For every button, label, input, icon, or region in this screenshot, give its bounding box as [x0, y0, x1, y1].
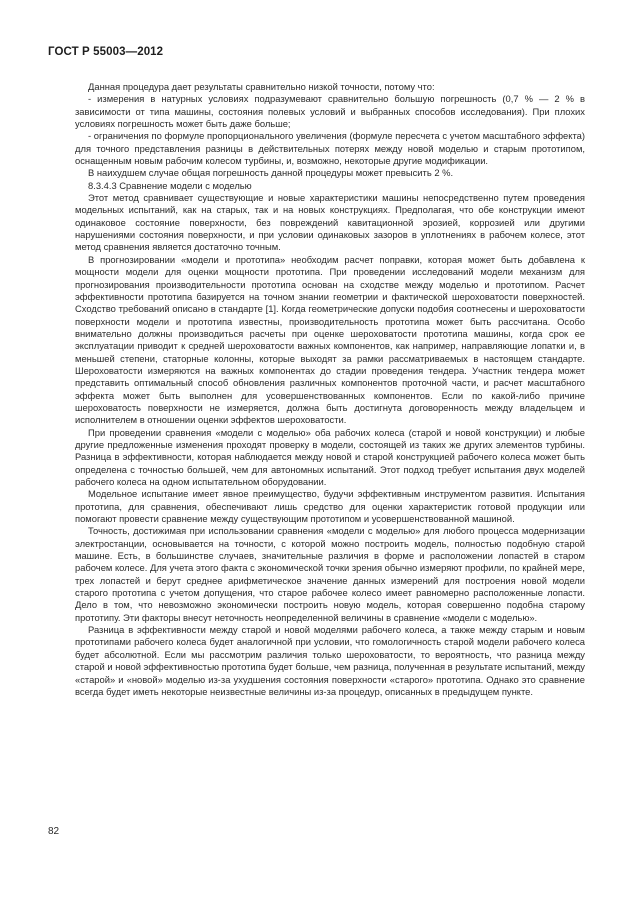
- paragraph: Точность, достижимая при использовании сравнения «модели с моделью» для любого процесса модернизации электростанции, основывается на точности, с которой можно построить модель, полностью подобную старой машине. Есть, в большинстве случаев, значительные различия в форме и расположении лопастей в старом рабочем колесе. Для учета этого факта с экономической точки зрения обычно измеряют профили, по крайней мере, трех лопастей и берут среднее арифметическое значение данных измерений для построения новой модели старого прототипа с учетом допущения, что старое рабочее колесо имеет равномерно расположенные лопасти. Дело в том, что невозможно экономически построить новую модель, которая совершенно подобна старому прототипу. Эти факторы внесут неточность неопределенной величины в сравнение «модели с моделью».: [75, 525, 585, 623]
- paragraph: Данная процедура дает результаты сравнительно низкой точности, потому что:: [88, 81, 435, 92]
- body-text: [75, 81, 585, 698]
- paragraph: - измерения в натурных условиях подразумевают сравнительно большую погрешность (0,7 % — 2 % в зависимости от типа машины, состояния полевых условий и выбранных способов исследования). При плохих условиях погрешность может быть даже больше;: [75, 93, 585, 130]
- paragraph: - ограничения по формуле пропорционального увеличения (формуле пересчета с учетом масштабного эффекта) для точного представления разницы в действительных потерях между новой моделью и старым прототипом, оснащенным новым рабочим колесом турбины, и, возможно, некоторые другие модификации.: [75, 130, 585, 167]
- paragraph: Этот метод сравнивает существующие и новые характеристики машины непосредственно путем проведения модельных испытаний, как на старых, так и на новых конструкциях. Предполагая, что обе конструкции имеют одинаковое состояние поверхности, без повреждений кавитационной эрозией, коррозией или другими нарушениями состояния поверхности, и при условии одинаковых зазоров в уплотнениях в рабочем колесе, этот метод сравнения является достаточно точным.: [75, 192, 585, 253]
- paragraph: В прогнозировании «модели и прототипа» необходим расчет поправки, которая может быть добавлена к мощности модели для оценки мощности прототипа. При проведении исследований модели механизм для прогнозирования производительности прототипа основан на сходстве между моделью и прототипом. Расчет эффективности прототипа базируется на точном знании геометрии и фактической шероховатости поверхностей. Сходство требований описано в стандарте [1]. Когда геометрические допуски подобия соотнесены и шероховатости поверхности модели и прототипа известны, производительность прототипа может быть рассчитана. Особо внимательно должны производиться расчеты при оценке шероховатости прототипа машины, когда срок ее эксплуатации приводит к средней шероховатости важных компонентов, как например, направляющие лопатки и, в меньшей степени, статорные колонны, которые выходят за рамки рассматриваемых в настоящем стандарте. Шероховатости измеряются на важных компонентах до стадии проведения тендера. Участник тендера может представить оптимальный способ обновления различных компонентов проточной части, и расчет масштабного эффекта может быть выполнен для усовершенствованных компонентов. Если по какой-либо причине шероховатость поверхности не измеряется, должна быть достигнута договоренность между владельцем и исполнителем в отношении оценки эффектов шероховатости.: [75, 253, 585, 426]
- paragraph: Разница в эффективности между старой и новой моделями рабочего колеса, а также между старым и новым прототипами рабочего колеса будет аналогичной при условии, что гомологичность старой модели рабочего колеса будет абсолютной. Если мы рассмотрим различия только шероховатости, то вероятность, что разница между старой и новой эффективностью прототипа будет больше, чем разница, полученная в результате испытаний, между «старой» и «новой» моделью из-за ухудшения состояния поверхности «старого» прототипа. Однако это сравнение всегда будет иметь некоторые неизвестные величины из-за процедур, описанных в предыдущем пункте.: [75, 624, 585, 697]
- paragraph: Модельное испытание имеет явное преимущество, будучи эффективным инструментом развития. Испытания прототипа, для сравнения, обеспечивают лишь средство для оценки характеристик готовой продукции или помогают провести сравнение между существующим прототипом и усовершенствованной машиной.: [75, 488, 585, 525]
- paragraph: В наихудшем случае общая погрешность данной процедуры может превысить 2 %.: [88, 167, 454, 179]
- section-heading: 8.3.4.3 Сравнение модели с моделью: [88, 179, 252, 191]
- document-code-header: ГОСТ Р 55003—2012: [48, 46, 164, 58]
- page-number: 82: [48, 826, 60, 837]
- paragraph: При проведении сравнения «модели с моделью» оба рабочих колеса (старой и новой конструкции) и любые другие предложенные изменения проходят проверку в модели, состоящей из таких же других элементов турбины. Разница в эффективности, которая наблюдается между новой и старой конструкцией рабочего колеса может быть определена с точностью большей, чем для автономных испытаний. Этот подход требует испытания двух моделей рабочего колеса на одном испытательном оборудовании.: [75, 426, 585, 487]
